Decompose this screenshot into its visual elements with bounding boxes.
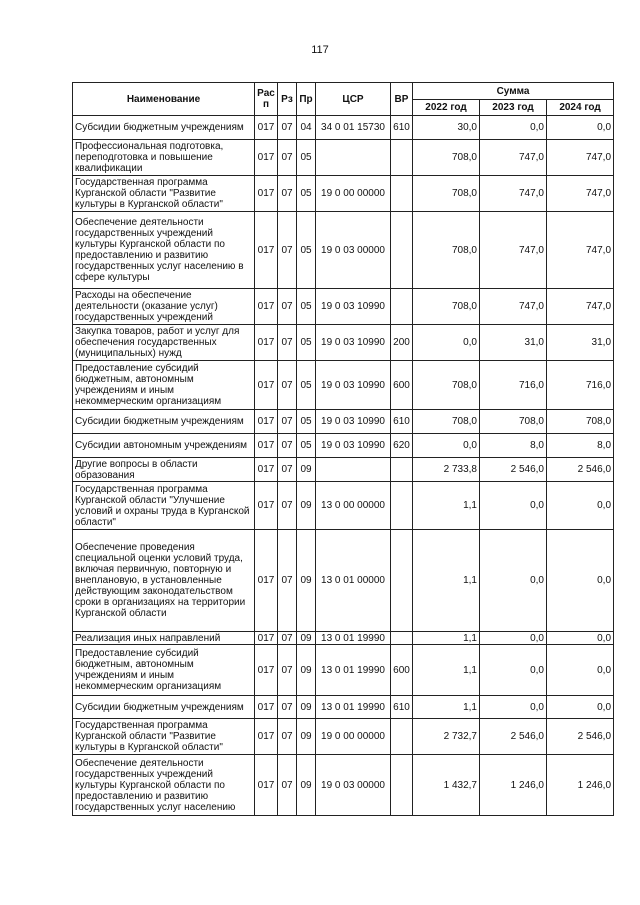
cell-csr: 13 0 00 00000 xyxy=(316,482,391,530)
cell-2023: 8,0 xyxy=(480,434,547,458)
cell-2023: 716,0 xyxy=(480,361,547,410)
cell-2022: 708,0 xyxy=(413,410,480,434)
cell-2023: 708,0 xyxy=(480,410,547,434)
cell-rz: 07 xyxy=(278,755,297,816)
cell-name: Предоставление субсидий бюджетным, автономным учреждениям и иным некоммерческим организациям xyxy=(73,361,255,410)
cell-rz: 07 xyxy=(278,632,297,645)
cell-2024: 1 246,0 xyxy=(547,755,614,816)
cell-2023: 0,0 xyxy=(480,116,547,140)
cell-vr: 600 xyxy=(391,645,413,696)
cell-rz: 07 xyxy=(278,645,297,696)
cell-2024: 0,0 xyxy=(547,116,614,140)
cell-2023: 31,0 xyxy=(480,325,547,361)
cell-2022: 1,1 xyxy=(413,696,480,719)
cell-2024: 708,0 xyxy=(547,410,614,434)
cell-name: Расходы на обеспечение деятельности (оказание услуг) государственных учреждений xyxy=(73,289,255,325)
cell-name: Обеспечение проведения специальной оценки условий труда, включая первичную, повторную и внеплановую, в установленные действующим законодательством сроки в организациях на территории Курганской области xyxy=(73,530,255,632)
cell-vr xyxy=(391,458,413,482)
cell-ras: 017 xyxy=(255,116,278,140)
table-row xyxy=(73,289,614,325)
table-row xyxy=(73,116,614,140)
cell-csr xyxy=(316,458,391,482)
table-row xyxy=(73,176,614,212)
cell-2022: 708,0 xyxy=(413,176,480,212)
cell-2023: 747,0 xyxy=(480,289,547,325)
header-2023: 2023 год xyxy=(480,100,547,116)
header-ras: Рас п xyxy=(255,83,278,116)
cell-pr: 09 xyxy=(297,482,316,530)
header-csr: ЦСР xyxy=(316,83,391,116)
cell-rz: 07 xyxy=(278,696,297,719)
cell-pr: 09 xyxy=(297,632,316,645)
cell-csr: 13 0 01 00000 xyxy=(316,530,391,632)
cell-name: Обеспечение деятельности государственных учреждений культуры Курганской области по предоставлению и развитию государственных услуг населению xyxy=(73,755,255,816)
cell-rz: 07 xyxy=(278,530,297,632)
cell-pr: 05 xyxy=(297,434,316,458)
cell-rz: 07 xyxy=(278,212,297,289)
cell-rz: 07 xyxy=(278,361,297,410)
cell-pr: 05 xyxy=(297,140,316,176)
cell-ras: 017 xyxy=(255,410,278,434)
cell-name: Субсидии бюджетным учреждениям xyxy=(73,410,255,434)
table-row xyxy=(73,458,614,482)
cell-2022: 2 732,7 xyxy=(413,719,480,755)
cell-name: Обеспечение деятельности государственных учреждений культуры Курганской области по предоставлению и развитию государственных услуг населению в сфере культуры xyxy=(73,212,255,289)
cell-2023: 0,0 xyxy=(480,482,547,530)
cell-rz: 07 xyxy=(278,176,297,212)
cell-ras: 017 xyxy=(255,289,278,325)
cell-rz: 07 xyxy=(278,482,297,530)
cell-pr: 05 xyxy=(297,361,316,410)
table-body xyxy=(73,116,614,816)
cell-csr: 19 0 03 00000 xyxy=(316,755,391,816)
header-2022: 2022 год xyxy=(413,100,480,116)
cell-2024: 0,0 xyxy=(547,645,614,696)
cell-ras: 017 xyxy=(255,434,278,458)
budget-table xyxy=(72,82,614,816)
table-row xyxy=(73,140,614,176)
cell-2024: 0,0 xyxy=(547,530,614,632)
cell-vr xyxy=(391,289,413,325)
cell-2023: 2 546,0 xyxy=(480,719,547,755)
cell-2024: 747,0 xyxy=(547,212,614,289)
table-row xyxy=(73,719,614,755)
cell-2023: 2 546,0 xyxy=(480,458,547,482)
cell-2023: 747,0 xyxy=(480,212,547,289)
cell-csr: 19 0 00 00000 xyxy=(316,176,391,212)
cell-2024: 716,0 xyxy=(547,361,614,410)
table-row xyxy=(73,212,614,289)
cell-2022: 1 432,7 xyxy=(413,755,480,816)
cell-name: Субсидии автономным учреждениям xyxy=(73,434,255,458)
cell-name: Другие вопросы в области образования xyxy=(73,458,255,482)
cell-pr: 09 xyxy=(297,719,316,755)
table-row xyxy=(73,482,614,530)
cell-2024: 0,0 xyxy=(547,482,614,530)
cell-pr: 09 xyxy=(297,458,316,482)
cell-2022: 2 733,8 xyxy=(413,458,480,482)
cell-name: Государственная программа Курганской области "Развитие культуры в Курганской области" xyxy=(73,176,255,212)
cell-csr: 13 0 01 19990 xyxy=(316,632,391,645)
cell-2022: 708,0 xyxy=(413,361,480,410)
cell-csr: 13 0 01 19990 xyxy=(316,645,391,696)
cell-ras: 017 xyxy=(255,176,278,212)
cell-pr: 05 xyxy=(297,212,316,289)
cell-pr: 05 xyxy=(297,176,316,212)
cell-2022: 708,0 xyxy=(413,140,480,176)
cell-2024: 31,0 xyxy=(547,325,614,361)
cell-csr: 19 0 03 10990 xyxy=(316,325,391,361)
cell-pr: 05 xyxy=(297,410,316,434)
cell-name: Реализация иных направлений xyxy=(73,632,255,645)
table-row xyxy=(73,325,614,361)
header-vr: ВР xyxy=(391,83,413,116)
cell-vr: 200 xyxy=(391,325,413,361)
cell-name: Субсидии бюджетным учреждениям xyxy=(73,696,255,719)
cell-rz: 07 xyxy=(278,434,297,458)
cell-pr: 05 xyxy=(297,325,316,361)
cell-pr: 09 xyxy=(297,696,316,719)
cell-pr: 09 xyxy=(297,530,316,632)
table-row xyxy=(73,632,614,645)
cell-name: Предоставление субсидий бюджетным, автономным учреждениям и иным некоммерческим организациям xyxy=(73,645,255,696)
page-number: 117 xyxy=(311,44,329,56)
cell-vr: 610 xyxy=(391,116,413,140)
cell-2023: 0,0 xyxy=(480,696,547,719)
cell-2024: 747,0 xyxy=(547,176,614,212)
cell-ras: 017 xyxy=(255,482,278,530)
cell-2024: 8,0 xyxy=(547,434,614,458)
cell-2022: 1,1 xyxy=(413,482,480,530)
cell-2024: 0,0 xyxy=(547,696,614,719)
cell-rz: 07 xyxy=(278,410,297,434)
cell-name: Субсидии бюджетным учреждениям xyxy=(73,116,255,140)
header-2024: 2024 год xyxy=(547,100,614,116)
cell-ras: 017 xyxy=(255,755,278,816)
cell-csr: 19 0 03 10990 xyxy=(316,289,391,325)
cell-ras: 017 xyxy=(255,645,278,696)
cell-ras: 017 xyxy=(255,719,278,755)
cell-vr: 610 xyxy=(391,410,413,434)
cell-ras: 017 xyxy=(255,696,278,719)
cell-rz: 07 xyxy=(278,325,297,361)
cell-csr: 34 0 01 15730 xyxy=(316,116,391,140)
cell-2022: 1,1 xyxy=(413,645,480,696)
table-row xyxy=(73,410,614,434)
cell-ras: 017 xyxy=(255,361,278,410)
cell-rz: 07 xyxy=(278,289,297,325)
cell-2023: 0,0 xyxy=(480,645,547,696)
cell-ras: 017 xyxy=(255,458,278,482)
cell-vr xyxy=(391,719,413,755)
cell-2024: 2 546,0 xyxy=(547,719,614,755)
cell-ras: 017 xyxy=(255,325,278,361)
cell-ras: 017 xyxy=(255,530,278,632)
table-row xyxy=(73,530,614,632)
cell-csr: 19 0 03 10990 xyxy=(316,410,391,434)
cell-vr xyxy=(391,632,413,645)
cell-name: Закупка товаров, работ и услуг для обеспечения государственных (муниципальных) нужд xyxy=(73,325,255,361)
table-row xyxy=(73,361,614,410)
cell-2022: 0,0 xyxy=(413,434,480,458)
cell-ras: 017 xyxy=(255,632,278,645)
cell-2024: 2 546,0 xyxy=(547,458,614,482)
cell-2023: 0,0 xyxy=(480,632,547,645)
table-row xyxy=(73,696,614,719)
cell-csr: 19 0 00 00000 xyxy=(316,719,391,755)
cell-2024: 0,0 xyxy=(547,632,614,645)
table-row xyxy=(73,755,614,816)
cell-2024: 747,0 xyxy=(547,289,614,325)
cell-vr: 600 xyxy=(391,361,413,410)
header-pr: Пр xyxy=(297,83,316,116)
cell-pr: 09 xyxy=(297,645,316,696)
cell-csr: 13 0 01 19990 xyxy=(316,696,391,719)
cell-2022: 1,1 xyxy=(413,632,480,645)
cell-csr: 19 0 03 10990 xyxy=(316,434,391,458)
cell-2023: 0,0 xyxy=(480,530,547,632)
cell-2023: 1 246,0 xyxy=(480,755,547,816)
header-rz: Рз xyxy=(278,83,297,116)
cell-vr xyxy=(391,212,413,289)
cell-csr: 19 0 03 00000 xyxy=(316,212,391,289)
cell-vr: 620 xyxy=(391,434,413,458)
cell-name: Государственная программа Курганской области "Улучшение условий и охраны труда в Курганской области" xyxy=(73,482,255,530)
cell-rz: 07 xyxy=(278,140,297,176)
cell-vr xyxy=(391,482,413,530)
cell-name: Профессиональная подготовка, переподготовка и повышение квалификации xyxy=(73,140,255,176)
cell-name: Государственная программа Курганской области "Развитие культуры в Курганской области" xyxy=(73,719,255,755)
cell-2024: 747,0 xyxy=(547,140,614,176)
cell-ras: 017 xyxy=(255,212,278,289)
cell-2022: 30,0 xyxy=(413,116,480,140)
cell-pr: 09 xyxy=(297,755,316,816)
cell-2022: 708,0 xyxy=(413,212,480,289)
table-row xyxy=(73,434,614,458)
cell-vr xyxy=(391,176,413,212)
table-row xyxy=(73,645,614,696)
cell-ras: 017 xyxy=(255,140,278,176)
cell-2022: 0,0 xyxy=(413,325,480,361)
header-sum: Сумма xyxy=(413,83,614,100)
cell-csr: 19 0 03 10990 xyxy=(316,361,391,410)
cell-rz: 07 xyxy=(278,458,297,482)
cell-vr: 610 xyxy=(391,696,413,719)
cell-csr xyxy=(316,140,391,176)
header-name: Наименование xyxy=(73,83,255,116)
cell-vr xyxy=(391,530,413,632)
cell-pr: 04 xyxy=(297,116,316,140)
cell-vr xyxy=(391,140,413,176)
cell-2022: 708,0 xyxy=(413,289,480,325)
cell-rz: 07 xyxy=(278,116,297,140)
cell-pr: 05 xyxy=(297,289,316,325)
cell-2022: 1,1 xyxy=(413,530,480,632)
cell-2023: 747,0 xyxy=(480,176,547,212)
cell-rz: 07 xyxy=(278,719,297,755)
cell-2023: 747,0 xyxy=(480,140,547,176)
cell-vr xyxy=(391,755,413,816)
